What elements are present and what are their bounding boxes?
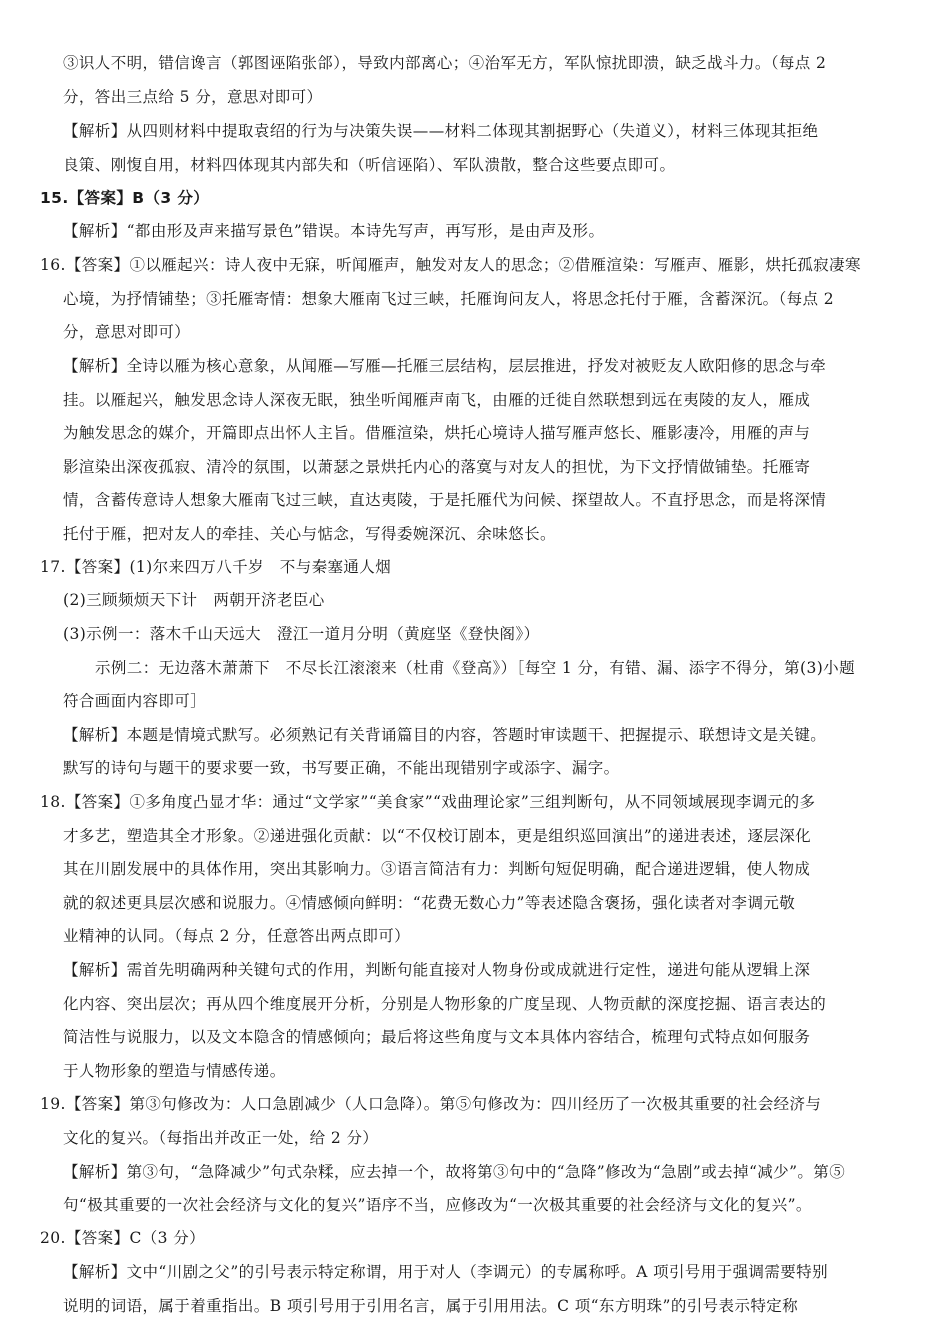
analysis-line: 【解析】第③句，“急降减少”句式杂糅，应去掉一个，故将第③句中的“急降”修改为“急剧”或去掉“减少”。第⑤ — [63, 1163, 846, 1181]
text-line: 其在川剧发展中的具体作用，突出其影响力。③语言简洁有力：判断句短促明确，配合递进逻辑，使人物成 — [63, 860, 811, 878]
text-line: 良策、刚愎自用，材料四体现其内部失和（听信诬陷）、军队溃散，整合这些要点即可。 — [63, 156, 676, 174]
answer-line-q15: 15.【答案】B（3 分） — [40, 189, 210, 207]
text-line: 文化的复兴。（每指出并改正一处，给 2 分） — [63, 1129, 379, 1147]
text-line: 默写的诗句与题干的要求要一致，书写要正确，不能出现错别字或添字、漏字。 — [63, 759, 620, 777]
analysis-line: 【解析】全诗以雁为核心意象，从闻雁—写雁—托雁三层结构，层层推进，抒发对被贬友人欧阳修的思念与牵 — [63, 357, 827, 375]
text-line: 句“极其重要的一次社会经济与文化的复兴”语序不当，应修改为“一次极其重要的社会经济与文化的复兴”。 — [63, 1196, 812, 1214]
text-line: 说明的词语，属于着重指出。B 项引号用于引用名言，属于引用用法。C 项“东方明珠”的引号表示特定称 — [63, 1297, 799, 1315]
text-line: 化内容、突出层次；再从四个维度展开分析，分别是人物形象的广度呈现、人物贡献的深度挖掘、语言表达的 — [63, 995, 827, 1013]
answer-line-q16: 16.【答案】①以雁起兴：诗人夜中无寐，听闻雁声，触发对友人的思念；②借雁渲染：写雁声、雁影，烘托孤寂凄寒 — [40, 256, 861, 274]
text-line: 挂。以雁起兴，触发思念诗人深夜无眠，独坐听闻雁声南飞，由雁的迁徙自然联想到远在夷陵的友人，雁成 — [63, 391, 811, 409]
text-line: (2)三顾频烦天下计 两朝开济老臣心 — [63, 591, 325, 609]
text-line: 托付于雁，把对友人的牵挂、关心与惦念，写得委婉深沉、余味悠长。 — [63, 525, 556, 543]
answer-line-q17: 17.【答案】(1)尔来四万八千岁 不与秦塞通人烟 — [40, 558, 392, 576]
text-line: 分，意思对即可） — [63, 323, 191, 341]
analysis-line: 【解析】文中“川剧之父”的引号表示特定称谓，用于对人（李调元）的专属称呼。A 项引号用于强调需要特别 — [63, 1263, 828, 1281]
answer-line-q19: 19.【答案】第③句修改为：人口急剧减少（人口急降）。第⑤句修改为：四川经历了一次极其重要的社会经济与 — [40, 1095, 822, 1113]
text-line: 心境，为抒情铺垫；③托雁寄情：想象大雁南飞过三峡，托雁询问友人，将思念托付于雁，含蓄深沉。（每点 2 — [63, 290, 835, 308]
text-line: ③识人不明，错信谗言（郭图诬陷张郃），导致内部离心；④治军无方，军队惊扰即溃，缺乏战斗力。（每点 2 — [63, 54, 827, 72]
text-line: 才多艺，塑造其全才形象。②递进强化贡献：以“不仅校订剧本，更是组织巡回演出”的递进表述，逐层深化 — [63, 827, 812, 845]
text-line: 于人物形象的塑造与情感传递。 — [63, 1062, 286, 1080]
text-line: 符合画面内容即可］ — [63, 692, 207, 710]
answer-line-q18: 18.【答案】①多角度凸显才华：通过“文学家”“美食家”“戏曲理论家”三组判断句，从不同领域展现李调元的多 — [40, 793, 816, 811]
text-line: 情，含蓄传意诗人想象大雁南飞过三峡，直达夷陵，于是托雁代为问候、探望故人。不直抒思念，而是将深情 — [63, 491, 827, 509]
text-line: 影渲染出深夜孤寂、清冷的氛围，以萧瑟之景烘托内心的落寞与对友人的担忧，为下文抒情做铺垫。托雁寄 — [63, 458, 811, 476]
text-line: 就的叙述更具层次感和说服力。④情感倾向鲜明：“花费无数心力”等表述隐含褒扬，强化读者对李调元敬 — [63, 894, 796, 912]
analysis-line: 【解析】“都由形及声来描写景色”错误。本诗先写声，再写形，是由声及形。 — [63, 222, 605, 240]
text-line: 示例二：无边落木萧萧下 不尽长江滚滚来（杜甫《登高》）［每空 1 分，有错、漏、添字不得分，第(3)小题 — [95, 659, 855, 677]
text-line: 业精神的认同。（每点 2 分，任意答出两点即可） — [63, 927, 411, 945]
text-line: (3)示例一：落木千山天远大 澄江一道月分明（黄庭坚《登快阁》） — [63, 625, 540, 643]
analysis-line: 【解析】需首先明确两种关键句式的作用，判断句能直接对人物身份或成就进行定性，递进句能从逻辑上深 — [63, 961, 811, 979]
text-line: 为触发思念的媒介，开篇即点出怀人主旨。借雁渲染，烘托心境诗人描写雁声悠长、雁影凄冷，用雁的声与 — [63, 424, 811, 442]
text-line: 简洁性与说服力，以及文本隐含的情感倾向；最后将这些角度与文本具体内容结合，梳理句式特点如何服务 — [63, 1028, 811, 1046]
analysis-line: 【解析】从四则材料中提取袁绍的行为与决策失误——材料二体现其割据野心（失道义），材料三体现其拒绝 — [63, 122, 819, 140]
answer-line-q20: 20.【答案】C（3 分） — [40, 1229, 205, 1247]
text-line: 分，答出三点给 5 分，意思对即可） — [63, 88, 323, 106]
analysis-line: 【解析】本题是情境式默写。必须熟记有关背诵篇目的内容，答题时审读题干、把握提示、联想诗文是关键。 — [63, 726, 827, 744]
